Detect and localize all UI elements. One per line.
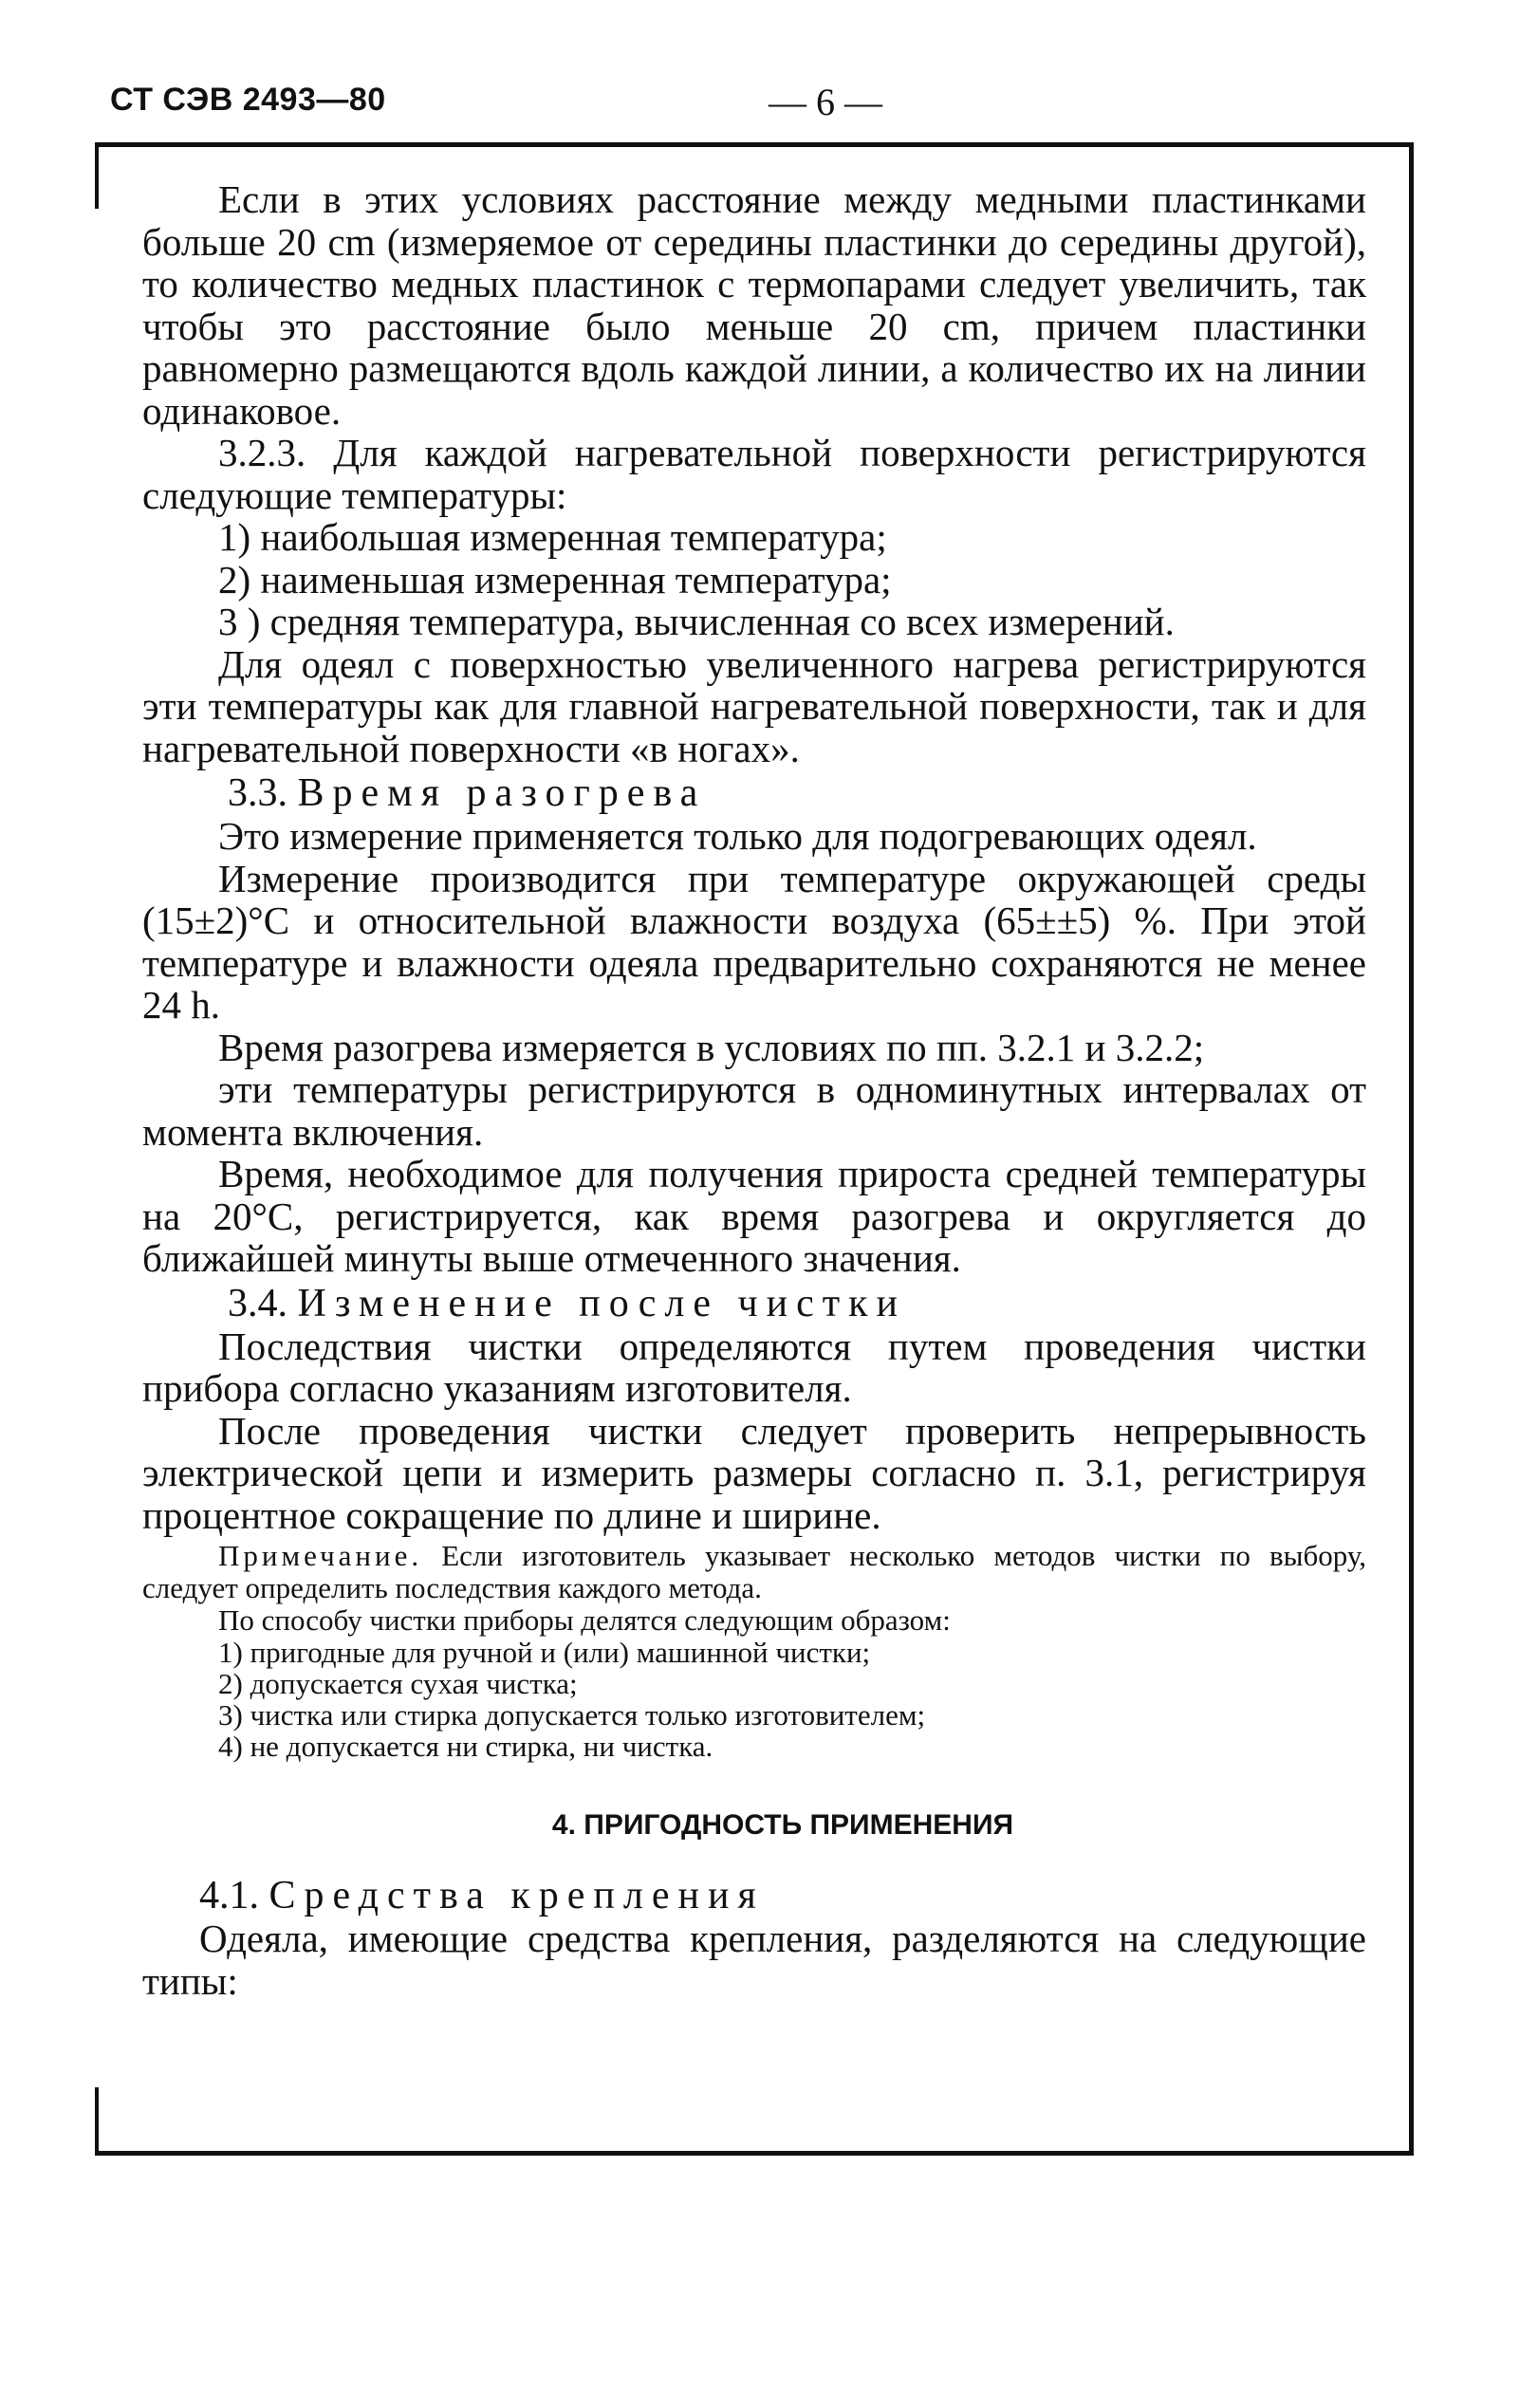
section-title: Средства крепления (269, 1874, 765, 1917)
note (142, 1540, 1366, 1604)
note-label: Примечание. (218, 1539, 423, 1572)
list-item: 3 ) средняя температура, вычисленная со всех измерений. (218, 600, 1175, 643)
paragraph: Для одеял с поверхностью увеличенного нагрева регистрируются эти температуры как для главной нагревательной поверхности, так и для нагревательной поверхности «в ногах». (142, 641, 1366, 770)
list-item: 3) чистка или стирка допускается только изготовителем; (218, 1698, 926, 1732)
section-number: 4.1. (199, 1874, 259, 1917)
paragraph: Если в этих условиях расстояние между медными пластинками больше 20 cm (измеряемое от середины пластинки до середины другой), то количество медных пластинок с термопарами следует увеличить, так чтобы это расстояние было меньше 20 cm, причем пластинки равномерно размещаются вдоль каждой линии, а количество их на линии одинаковое. (142, 177, 1366, 433)
section-number: 3.4. (228, 1281, 287, 1325)
section-number: 3.3. (228, 771, 287, 815)
paragraph: Время, необходимое для получения прироста средней температуры на 20°С, регистрируется, как время разогрева и округляется до ближайшей минуты выше отмеченного значения. (142, 1152, 1366, 1280)
frame-corner-bottom (95, 2087, 99, 2156)
section-title: Изменение после чистки (297, 1281, 907, 1325)
paragraph: Одеяла, имеющие средства крепления, разделяются на следующие типы: (142, 1917, 1366, 2003)
temperature-list (142, 516, 1366, 643)
section-heading-3-3 (142, 771, 1366, 815)
paragraph: Последствия чистки определяются путем проведения чистки прибора согласно указаниям изготовителя. (142, 1324, 1366, 1410)
list-item: 2) наименьшая измеренная температура; (218, 557, 892, 602)
note-text: Если изготовитель указывает несколько методов чистки по выбору, следует определить последствия каждого метода. (142, 1539, 1366, 1604)
section-title: Время разогрева (297, 771, 707, 815)
frame-corner-top (95, 142, 99, 209)
paragraph: Время разогрева измеряется в условиях по пп. 3.2.1 и 3.2.2; (218, 1025, 1205, 1069)
note-text: По способу чистки приборы делятся следующим образом: (218, 1603, 951, 1637)
section-heading-4-1 (142, 1874, 1366, 1917)
note-list (142, 1637, 1366, 1762)
section-4-heading: 4. ПРИГОДНОСТЬ ПРИМЕНЕНИЯ (551, 1809, 1014, 1841)
standard-designation: СТ СЭВ 2493—80 (110, 82, 386, 118)
paragraph: Измерение производится при температуре окружающей среды (15±2)°С и относительной влажности воздуха (65±±5) %. При этой температуре и влажности одеяла предварительно сохраняются не менее 24 h. (142, 856, 1366, 1027)
list-item: 2) допускается сухая чистка; (218, 1667, 578, 1700)
paragraph: Это измерение применяется только для подогревающих одеял. (218, 814, 1257, 858)
page-content (142, 178, 1366, 2002)
section-heading-3-4 (142, 1282, 1366, 1325)
paragraph: После проведения чистки следует проверить непрерывность электрической цепи и измерить размеры согласно п. 3.1, регистрируя процентное сокращение по длине и ширине. (142, 1408, 1366, 1537)
paragraph: эти температуры регистрируются в одноминутных интервалах от момента включения. (142, 1067, 1366, 1154)
paragraph: 3.2.3. Для каждой нагревательной поверхности регистрируются следующие температуры: (142, 431, 1366, 517)
page-number: — 6 — (769, 81, 882, 123)
list-item: 4) не допускается ни стирка, ни чистка. (218, 1730, 713, 1763)
list-item: 1) пригодные для ручной и (или) машинной чистки; (218, 1636, 871, 1669)
list-item: 1) наибольшая измеренная температура; (218, 515, 887, 559)
